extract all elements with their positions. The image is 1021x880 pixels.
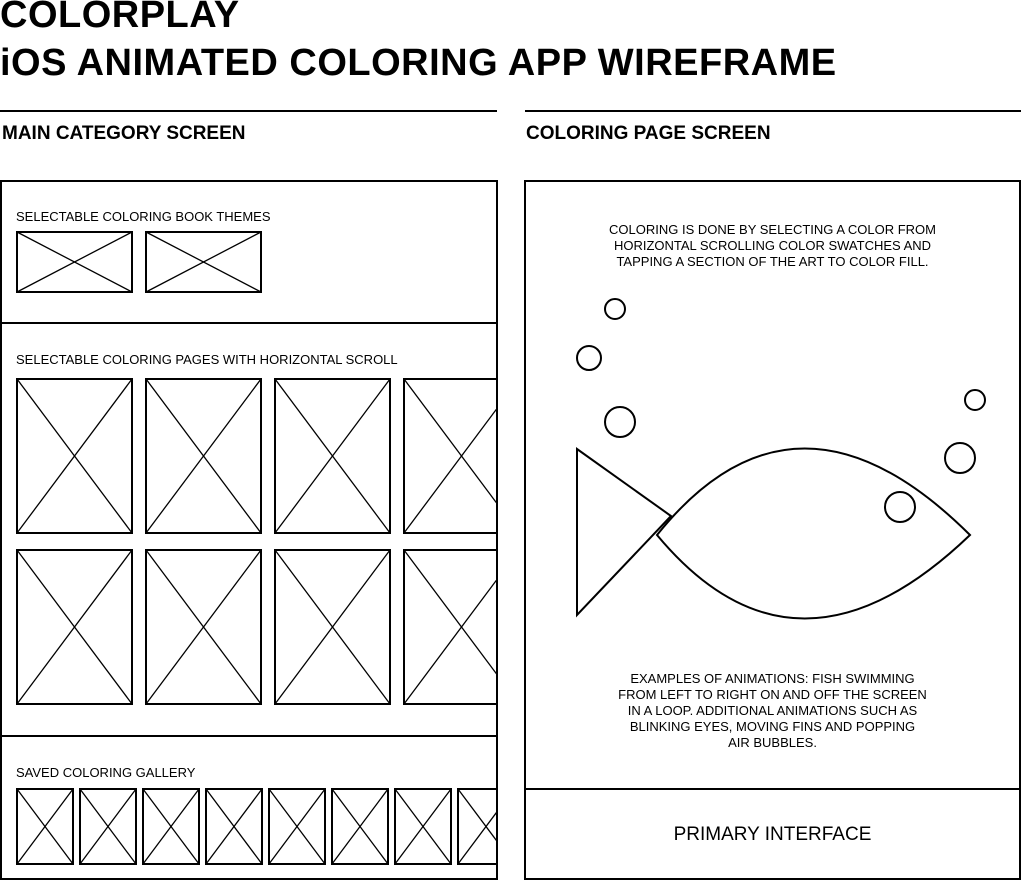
gallery-thumbnail[interactable] <box>16 788 74 865</box>
air-bubble <box>577 346 601 370</box>
coloring-page-thumbnail[interactable] <box>16 549 133 705</box>
theme-thumbnail[interactable] <box>145 231 262 293</box>
fish-body <box>657 449 970 619</box>
gallery-thumbnail[interactable] <box>457 788 498 865</box>
air-bubble <box>605 407 635 437</box>
fish-illustration <box>526 182 1021 880</box>
themes-label: SELECTABLE COLORING BOOK THEMES <box>16 209 271 224</box>
coloring-pages-label: SELECTABLE COLORING PAGES WITH HORIZONTAL SCROLL <box>16 352 398 367</box>
fish-tail <box>577 449 671 615</box>
left-divider-rule <box>0 110 497 112</box>
saved-gallery-label: SAVED COLORING GALLERY <box>16 765 196 780</box>
gallery-thumbnail[interactable] <box>142 788 200 865</box>
right-divider-rule <box>525 110 1021 112</box>
gallery-thumbnail[interactable] <box>394 788 452 865</box>
air-bubble <box>945 443 975 473</box>
theme-thumbnail[interactable] <box>16 231 133 293</box>
gallery-thumbnail[interactable] <box>331 788 389 865</box>
coloring-page-thumbnail[interactable] <box>145 549 262 705</box>
gallery-thumbnail[interactable] <box>79 788 137 865</box>
coloring-page-screen <box>524 180 1021 880</box>
app-title: COLORPLAY <box>0 0 240 36</box>
air-bubble <box>965 390 985 410</box>
coloring-page-thumbnail[interactable] <box>403 378 498 534</box>
primary-interface-label: PRIMARY INTERFACE <box>673 824 872 845</box>
coloring-page-heading: COLORING PAGE SCREEN <box>526 123 771 144</box>
wireframe-subtitle: iOS ANIMATED COLORING APP WIREFRAME <box>0 42 837 84</box>
coloring-page-thumbnail[interactable] <box>16 378 133 534</box>
main-category-heading: MAIN CATEGORY SCREEN <box>2 123 246 144</box>
coloring-page-thumbnail[interactable] <box>274 378 391 534</box>
fish-eye <box>885 492 915 522</box>
coloring-instructions: COLORING IS DONE BY SELECTING A COLOR FROM HORIZONTAL SCROLLING COLOR SWATCHES AND TAPPING A SECTION OF THE ART TO COLOR FILL. <box>609 222 936 269</box>
gallery-thumbnail[interactable] <box>205 788 263 865</box>
coloring-page-thumbnail[interactable] <box>274 549 391 705</box>
primary-interface-panel[interactable] <box>526 788 1019 880</box>
air-bubble <box>605 299 625 319</box>
coloring-page-thumbnail[interactable] <box>403 549 498 705</box>
main-category-screen <box>0 180 498 880</box>
gallery-thumbnail[interactable] <box>268 788 326 865</box>
coloring-page-thumbnail[interactable] <box>145 378 262 534</box>
animation-notes: EXAMPLES OF ANIMATIONS: FISH SWIMMING FROM LEFT TO RIGHT ON AND OFF THE SCREEN IN A LOOP. ADDITIONAL ANIMATIONS SUCH AS BLINKING EYES, MOVING FINS AND POPPING AIR BUBBLES. <box>618 671 927 750</box>
